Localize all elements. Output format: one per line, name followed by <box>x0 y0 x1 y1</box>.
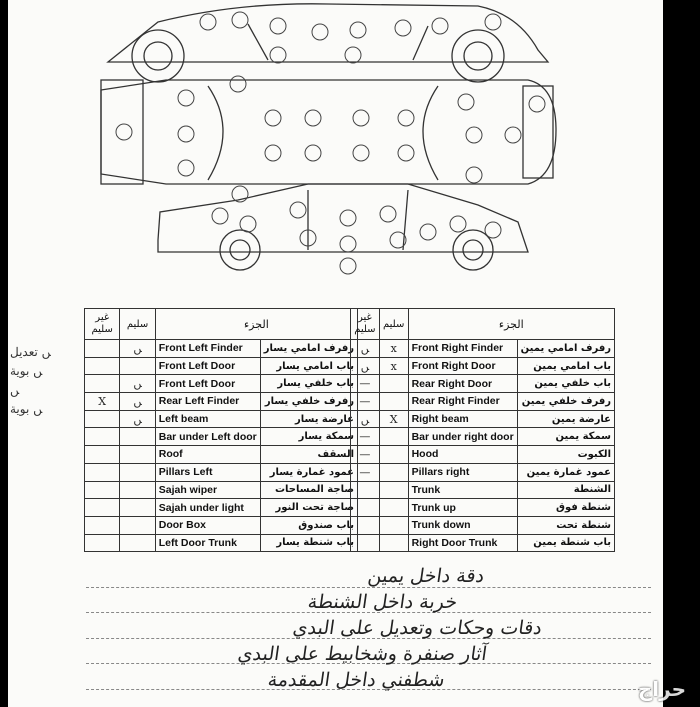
margin-note: ﮟ <box>10 383 20 397</box>
part-name-en: Front Right Door <box>408 357 517 375</box>
not-ok-mark: — <box>351 375 380 393</box>
table-row <box>85 340 358 358</box>
not-ok-mark <box>351 481 380 499</box>
handwritten-line: دقات وحكات وتعديل على البدي <box>291 617 544 639</box>
handwritten-line: آثار صنفرة وشخابيط على البدي <box>236 643 489 665</box>
ok-mark <box>379 428 408 446</box>
table-row <box>351 446 615 464</box>
ok-mark: ﮟ <box>120 340 155 358</box>
part-name-ar: رفرف امامي يمين <box>517 340 614 358</box>
part-name-en: Left Door Trunk <box>155 534 260 552</box>
part-name-en: Roof <box>155 446 260 464</box>
part-name-en: Trunk up <box>408 499 517 517</box>
col-not-ok: غير سليم <box>85 309 120 340</box>
table-row <box>351 463 615 481</box>
part-name-en: Trunk <box>408 481 517 499</box>
table-row <box>351 410 615 428</box>
part-name-ar: رفرف خلفي يمين <box>517 393 614 411</box>
left-table-header <box>85 309 358 340</box>
ok-mark <box>379 516 408 534</box>
ok-mark: ﮟ <box>120 375 155 393</box>
not-ok-mark <box>351 516 380 534</box>
part-name-en: Left beam <box>155 410 260 428</box>
table-row <box>85 428 358 446</box>
table-row <box>85 446 358 464</box>
part-name-en: Rear Right Door <box>408 375 517 393</box>
part-name-ar: صاجة تحت النور <box>260 499 357 517</box>
part-name-en: Right Door Trunk <box>408 534 517 552</box>
col-not-ok: غير سليم <box>351 309 380 340</box>
ok-mark <box>379 375 408 393</box>
right-parts-table <box>350 308 615 552</box>
ok-mark <box>120 357 155 375</box>
part-name-en: Front Left Door <box>155 375 260 393</box>
part-name-ar: باب امامي يمين <box>517 357 614 375</box>
part-name-ar: عمود غمارة يسار <box>260 463 357 481</box>
ok-mark <box>379 393 408 411</box>
part-name-ar: سمكة يمين <box>517 428 614 446</box>
part-name-en: Rear Left Finder <box>155 393 260 411</box>
table-row <box>85 410 358 428</box>
not-ok-mark <box>85 410 120 428</box>
part-name-ar: رفرف خلفي يسار <box>260 393 357 411</box>
not-ok-mark <box>351 534 380 552</box>
part-name-en: Front Left Door <box>155 357 260 375</box>
car-damage-diagram <box>8 0 663 290</box>
not-ok-mark <box>85 446 120 464</box>
part-name-ar: باب خلفي يسار <box>260 375 357 393</box>
part-name-en: Front Left Finder <box>155 340 260 358</box>
part-name-en: Right beam <box>408 410 517 428</box>
not-ok-mark <box>85 340 120 358</box>
plan-car-body <box>101 80 556 184</box>
part-name-en: Front Right Finder <box>408 340 517 358</box>
not-ok-mark <box>351 499 380 517</box>
part-name-ar: شنطة فوق <box>517 499 614 517</box>
table-row <box>351 499 615 517</box>
part-name-ar: باب صندوق <box>260 516 357 534</box>
table-row <box>85 516 358 534</box>
table-row <box>351 481 615 499</box>
bottom-car-body <box>158 184 528 252</box>
ok-mark <box>120 428 155 446</box>
part-name-ar: الشنطة <box>517 481 614 499</box>
table-row <box>351 428 615 446</box>
not-ok-mark <box>85 516 120 534</box>
part-name-en: Sajah under light <box>155 499 260 517</box>
ok-mark <box>379 481 408 499</box>
part-name-ar: باب شنطة يسار <box>260 534 357 552</box>
margin-note: ﮟ بوية <box>10 364 43 378</box>
ok-mark <box>379 463 408 481</box>
table-row <box>85 375 358 393</box>
not-ok-mark <box>85 375 120 393</box>
ok-mark <box>379 446 408 464</box>
table-row <box>85 463 358 481</box>
not-ok-mark: ﮟ <box>351 410 380 428</box>
ok-mark <box>120 463 155 481</box>
not-ok-mark: — <box>351 428 380 446</box>
ok-mark: ﮟ <box>120 393 155 411</box>
ok-mark: x <box>379 340 408 358</box>
table-row <box>351 516 615 534</box>
part-name-ar: باب امامي يسار <box>260 357 357 375</box>
table-row <box>85 357 358 375</box>
not-ok-mark: — <box>351 446 380 464</box>
not-ok-mark: ﮟ <box>351 340 380 358</box>
ok-mark <box>120 481 155 499</box>
table-row <box>85 499 358 517</box>
not-ok-mark <box>85 357 120 375</box>
col-ok: سليم <box>379 309 408 340</box>
car-outline-drawing <box>8 0 663 290</box>
margin-note: ﮟ تعديل <box>10 345 51 359</box>
ok-mark <box>120 499 155 517</box>
part-name-en: Pillars right <box>408 463 517 481</box>
not-ok-mark: X <box>85 393 120 411</box>
ok-mark <box>379 499 408 517</box>
table-row <box>85 393 358 411</box>
part-name-ar: رفرف امامي يسار <box>260 340 357 358</box>
not-ok-mark <box>85 428 120 446</box>
ok-mark <box>120 534 155 552</box>
part-name-ar: عارضة يسار <box>260 410 357 428</box>
right-table-header <box>351 309 615 340</box>
handwritten-line: شطفني داخل المقدمة <box>266 669 447 691</box>
part-name-en: Door Box <box>155 516 260 534</box>
ok-mark: x <box>379 357 408 375</box>
part-name-en: Rear Right Finder <box>408 393 517 411</box>
ok-mark <box>379 534 408 552</box>
part-name-en: Hood <box>408 446 517 464</box>
not-ok-mark <box>85 463 120 481</box>
table-row <box>351 357 615 375</box>
part-name-en: Pillars Left <box>155 463 260 481</box>
part-name-ar: باب خلفي يمين <box>517 375 614 393</box>
col-part: الجزء <box>408 309 614 340</box>
not-ok-mark <box>85 481 120 499</box>
part-name-en: Bar under Left door <box>155 428 260 446</box>
ok-mark <box>120 516 155 534</box>
not-ok-mark: — <box>351 393 380 411</box>
part-name-ar: شنطة تحت <box>517 516 614 534</box>
watermark-logo: حراج <box>637 677 686 701</box>
part-name-en: Bar under right door <box>408 428 517 446</box>
not-ok-mark <box>85 499 120 517</box>
not-ok-mark <box>85 534 120 552</box>
table-row <box>351 534 615 552</box>
table-row <box>351 393 615 411</box>
part-name-ar: صاجة المساحات <box>260 481 357 499</box>
col-part: الجزء <box>155 309 357 340</box>
part-name-ar: سمكة يسار <box>260 428 357 446</box>
part-name-en: Trunk down <box>408 516 517 534</box>
handwritten-line: دقة داخل يمين <box>366 565 486 587</box>
part-name-ar: عمود غمارة يمين <box>517 463 614 481</box>
inspection-sheet <box>8 0 663 707</box>
part-name-en: Sajah wiper <box>155 481 260 499</box>
table-row <box>351 375 615 393</box>
ok-mark: X <box>379 410 408 428</box>
part-name-ar: الكبوت <box>517 446 614 464</box>
part-name-ar: السقف <box>260 446 357 464</box>
left-parts-table <box>84 308 358 552</box>
table-row <box>351 340 615 358</box>
handwritten-line: خربة داخل الشنطة <box>306 591 459 613</box>
ok-mark: ﮟ <box>120 410 155 428</box>
not-ok-mark: ﮟ <box>351 357 380 375</box>
not-ok-mark: — <box>351 463 380 481</box>
table-row <box>85 534 358 552</box>
ok-mark <box>120 446 155 464</box>
margin-note: ﮟ بوية <box>10 402 43 416</box>
col-ok: سليم <box>120 309 155 340</box>
part-name-ar: عارضة يمين <box>517 410 614 428</box>
table-row <box>85 481 358 499</box>
part-name-ar: باب شنطة يمين <box>517 534 614 552</box>
